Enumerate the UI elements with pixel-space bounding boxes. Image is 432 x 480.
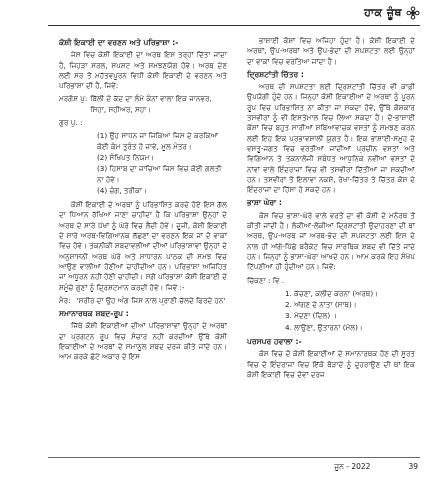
flower-icon <box>406 6 420 20</box>
footer-rule <box>48 457 420 458</box>
section-heading: ਕੋਸ਼ੀ ਇਕਾਈ ਦਾ ਵਰਣਨ ਅਤੇ ਪਰਿਭਾਸ਼ਾ :- <box>59 38 179 47</box>
section-heading: ਦ੍ਰਿਸ਼ਟਾਂਤੀ ਚਿੱਤਰ : <box>247 69 304 79</box>
definition-term: ਗੁਰ ਪੁ. : <box>59 118 83 128</box>
section-heading: ਭਾਸ਼ਾ ਘੇਰਾ : <box>247 198 282 208</box>
definition-example <box>59 118 227 128</box>
left-column <box>59 36 227 366</box>
definition-text: 'ਸਰੀਰ ਦਾ ਉਹ ਅੰਗ ਜਿਸ ਨਾਲ ਪ੍ਰਾਣੀ ਚੱਲਦੇ ਫਿਰਦੇ ਹਨ' <box>76 295 226 305</box>
list-item: 4. ਲਾਉਣਾ, ਉਤਾਰਨਾ (ਮੋਲ)। <box>285 322 363 332</box>
page-header-title: ਹਾਕ ਜ਼ੂੰਥ <box>364 6 402 19</box>
list-item: (4) ਚੰਗ, ਤਰੀਕਾ। <box>97 185 147 195</box>
footer-date: ਜੂਨ - 2022 <box>334 462 371 471</box>
definition-term: ਚਿੱਕਣਾ : ਵਿ . <box>247 275 285 285</box>
definition-text: ਬਿੱਲੀ ਦੇ ਕੱਦ ਦਾ ਲੰਮੇ ਕੰਨਾਂ ਵਾਲਾ ਇਕ ਜਾਨਵਰ, ਸਿਹਾ, ਸਹੀਅਰ, ਸਹਾ। <box>90 94 212 114</box>
list-item: 1. ਕੱਚਣਾ, ਕਲੀਦ ਕਰਨਾ (ਅਰਥ)। <box>285 288 378 298</box>
section-heading: ਸਮਾਨਾਰਥਕ ਸ਼ਬਦ-ਰੂਪ : <box>59 309 129 319</box>
header-rule <box>48 25 420 26</box>
section-heading: ਪਰਸਪਰ ਹਵਾਲਾ :- <box>247 337 302 347</box>
definition-example <box>59 296 227 306</box>
page-number: 39 <box>408 462 418 471</box>
right-column <box>247 36 415 383</box>
list-item: (3) ਹਿਸਾਬ ਦਾ ਜਾਚਿਆ ਜਿਸ ਵਿਚ ਕੋਈ ਗਲਤੀ ਨਾ ਹੋਵੇ। <box>97 164 222 184</box>
list-item: 3. ਮੇਦਣਾ (ਦਿਲ) । <box>285 311 338 321</box>
paragraph: ਕੋਸ਼ ਵਿਚ ਦੋ ਕੋਸ਼ੀ ਇਕਾਈਆਂ ਦੇ ਸਮਾਨਾਰਥਕ ਹੋਣ ਦੀ ਸੂਰਤ ਵਿਚ ਦੋ ਇੰਦਰਾਜਾਂ ਵਿਚ ਇੱਕੋ ਥੋੜਾਦੇ ਨੂੰ ਦੁਹਰਾਉਣ ਦੀ ਥਾਂ ਇਕ ਕੋਸ਼ੀ ਇਕਾਈ ਵਿਚ ਦੋਵਾਂ ਦਰਜ <box>247 349 415 379</box>
paragraph: ਜੇਸ ਵਿਚ ਕੋਸ਼ੀ ਇਕਾਈ ਦਾ ਅਰਥ ਇਸ ਤਰ੍ਹਾਂ ਦਿੱਤਾ ਜਾਂਦਾ ਹੈ, ਜਿਹੜਾ ਸਰਲ, ਸਪਸ਼ਟ ਅਤੇ ਸਮਝਣਯੋਗ ਹੋਵੇ। ਅਰਥ ਦੇਣ ਲਈ ਸਰ ਤੋਂ ਮਹੱਤਵਪੂਰਨ ਵਿਧੀ ਕੋਸ਼ੀ ਇਕਾਈ ਦੇ ਵਰਣਨ ਅਤੇ ਪਰਿਭਾਸ਼ਾ ਦੀ ਹੈ, ਜਿਵੇਂ: <box>59 50 227 91</box>
list-item: (1) ਉਹ ਸਾਧਨ ਜਾਂ ਜਿਕਿਆ ਜਿਸ ਦੇ ਕਰਕਿਆਂ ਕੋਈ ਕੰਮ ਤੁਰੰਤ ਹੋ ਜਾਵੇ, ਮੂਲ ਮੰਤਰ। <box>97 131 219 151</box>
paragraph: ਜਿੱਥੇ ਕੋਸ਼ੀ ਇਕਾਈਆਂ ਦੀਆਂ ਪਰਿਭਾਸ਼ਾਵਾਂ ਉਨ੍ਹਾਂ ਦੇ ਅਰਥਾਂ ਦਾ ਪ੍ਰਗਟਨ ਰੂਪ ਵਿਚ ਸੰਚਾਰ ਨਹੀਂ ਕਰਦੀਆਂ ਉੱਥੇ ਕੋਸ਼ੀ ਇਕਾਈਆਂ ਦੇ ਅਰਥਾਂ ਦੇ ਸਮਾਨੂਲ ਸ਼ਬਦ ਦਰਜ ਕੀਤੇ ਜਾਂਦੇ ਹਨ। ਆਮ ਕਰਕੇ ਛੋਟੇ ਅਕਾਰ ਦੇ ਇਸ <box>59 321 227 362</box>
definition-term: ਮੈਰ: <box>59 295 71 305</box>
list-item: (2) ਸੰਖਿਪਤ ਨਿਯਮ। <box>97 152 155 162</box>
page-footer <box>334 462 418 472</box>
paragraph: ਕੋਸ਼ੀ ਇਕਾਈ ਦੇ ਅਰਥਾਂ ਨੂੰ ਪਰਿਭਾਸ਼ਿਤ ਕਰਦੇ ਹੋਏ ਇਸ ਗੱਲ ਦਾ ਧਿਆਨ ਰੱਖਿਆ ਜਾਣਾ ਚਾਹੀਦਾ ਹੈ ਕਿ ਪਰਿਭਾਸ਼ਾ ਉਨ੍ਹਾਂ ਦੇ ਅਰਥ ਦੇ ਸਾਰੇ ਪੱਖਾਂ ਨੂੰ ਘੇਰੇ ਵਿਚ ਲੈਂਦੀ ਹੋਵੇ। ਦੂਜੀ, ਕੋਸ਼ੀ ਇਕਾਈ ਦੇ ਸਾਰੇ ਅਰਥ-ਵਿਗਿਆਨਕ ਲੱਛਣਾਂ ਦਾ ਵਰਣਨ ਇਕ ਜਾਂ ਦੋ ਵਾਕਾਂ ਵਿਚ ਹੋਵੇ। ਤਕਨੀਕੀ ਸ਼ਬਦਾਵਲੀਆਂ ਦੀਆਂ ਪਰਿਭਾਸ਼ਾਵਾਂ ਉਨ੍ਹਾਂ ਦੇ ਅਨੁਸ਼ਾਸਨੀ ਅਰਥ ਘੇਰੇ ਅਤੇ ਸਾਧਾਰਨ ਪਾਠਕ ਦੀ ਸਮਝ ਵਿਚ ਆਉਣ ਵਾਲੀਆਂ ਹੋਣੀਆਂ ਚਾਹੀਦੀਆਂ ਹਨ। ਪਰਿਭਾਸ਼ਾ ਅਜਿਹਿਤ ਜਾਂ ਅਧੂਰਨ ਨਹੀਂ ਹੋਣੀ ਚਾਹੀਦੀ। ਸਗੋਂ ਪਰਿਭਾਸ਼ਾ ਕੋਸ਼ੀ ਇਕਾਈ ਦੇ ਸਮੂੰਚੇ ਗੁਣਾਂ ਨੂੰ ਦ੍ਰਿਸ਼ਟਮਾਨ ਕਰਦੀ ਹੋਵੇ। ਜਿਵੇਂ :- <box>59 200 227 292</box>
numbered-list <box>285 289 415 333</box>
paragraph: ਅਰਥ ਦੀ ਸਪਸ਼ਟਤਾ ਲਈ ਦ੍ਰਿਸ਼ਟਾਂਤੀ ਚਿੱਤਰ ਵੀ ਕਾਫ਼ੀ ਉਪਯੋਗੀ ਹੁੰਦੇ ਹਨ। ਜਿਨ੍ਹਾਂ ਕੋਸ਼ੀ ਇਕਾਈਆਂ ਦੇ ਅਰਥਾਂ ਨੂੰ ਪੂਰਨ ਰੂਪ ਵਿਚ ਪਰਿਭਾਸ਼ਿਤ ਨਾ ਕੀਤਾ ਜਾ ਸਕਦਾ ਹੋਵੇ, ਉੱਥੇ ਕੋਸ਼ਕਾਰ ਤਸਵੀਰਾਂ ਨੂੰ ਵੀ ਇਸਤੇਮਾਲ ਵਿਚ ਲਿਆ ਸਕਦਾ ਹੈ। ਦੋ-ਭਾਸ਼ਾਈ ਕੋਸ਼ਾਂ ਵਿਚ ਬਹੁਤ ਸਾਰੀਆਂ ਸ਼ਬਿਆਵਾਚਕ ਵਸਤਾਂ ਨੂੰ ਸਮਝਣ ਕਰਨ ਲਈ ਇਹ ਇਕ ਪ੍ਰਭਾਵਸ਼ਾਲੀ ਯੁਗਤ ਹੈ। ਇਕ ਭਾਸ਼ਾਈ-ਸਮੂਹ ਦੇ ਵਸਤੂ-ਜਗਤ ਵਿਚ ਵਰਤੀਆਂ ਜਾਂਦੀਆਂ ਪ੍ਰਚੀਨ ਵਸਤਾਂ ਅਤੇ ਵਿਗਿਆਨ ਤੇ ਤਕਨਾਲੋਜੀ ਸਬੰਧਤ ਆਧੁਨਿਕ ਨਵੀਂਆਂ ਵਸਤਾਂ ਦੇ ਨਾਂਵਾਂ ਵਾਲੇ ਇੰਦਰਾਜਾਂ ਵਿਚ ਵੀ ਤਸਵੀਰਾਂ ਦਿੱਤੀਆਂ ਜਾ ਸਕਦੀਆਂ ਹਨ। ਤਸਵੀਰਾਂ ਤੋਂ ਇਲਾਵਾ ਨਕਸ਼ੇ, ਰੇਖਾ-ਚਿੱਤਰ ਤੇ ਚਿੱਤਰ ਕੋਸ਼ ਦੇ ਇੰਦਰਾਜਾਂ ਦਾ ਹਿੱਸਾ ਹੋ ਸਕਦੇ ਹਨ। <box>247 82 415 195</box>
definition-example <box>59 94 227 115</box>
definition-term: ਮਰਗੋਸ਼ ਪੁ: <box>59 94 88 104</box>
page-header <box>364 6 420 20</box>
definition-example <box>247 276 415 286</box>
paragraph: ਕੋਸ਼ ਵਿਚ ਭਾਸ਼ਾ-ਘੇਰੇ ਵਾਲੇ ਵਰਤੋਂ ਦਾ ਵੀ ਕੋਸ਼ੀ ਦੇ ਮਨੋਰਥ ਤੋਂ ਕੀਤੀ ਜਾਂਦੀ ਹੈ। ਲੋਕੀਆਂ-ਲੋਕੀਆਂ ਦ੍ਰਿਸ਼ਟਾਂਤੀ ਉਦਾਹਰਣਾਂ ਦੀ ਥਾਂ ਅਰਥ, ਉਪ-ਅਰਥ ਜਾਂ ਅਰਥ-ਭੇਦ ਦੀ ਸਪਸ਼ਟਤਾ ਲਈ ਇਸ ਦੇ ਨਾਲ ਹੀ ਅੱਗੇ-ਪਿੱਛੇ ਬਰੈਕੇਟ ਵਿਚ ਸਾਰਥਿਕ ਸ਼ਬਦ ਵੀ ਦਿੱਤੇ ਜਾਂਦੇ ਹਨ। ਜਿਨ੍ਹਾਂ ਨੂੰ ਭਾਸ਼ਾ-ਘੇਰਾ ਆਖਦੇ ਹਨ। ਆਮ ਕਰਕੇ ਇਹ ਸੰਖੇਪ ਟਿੱਪਣੀਆਂ ਹੀ ਹੁੰਦੀਆਂ ਹਨ। ਜਿਵੇਂ: <box>247 210 415 272</box>
paragraph: ਭਾਸ਼ਾਈ ਕੋਸ਼ਾਂ ਵਿਚ ਅਜਿਹਾ ਹੁੰਦਾ ਹੈ। ਕੋਸ਼ੀ ਇਕਾਈ ਦੇ ਅਰਥਾਂ, ਉਪ-ਅਰਥਾਂ ਅਤੇ ਉਪ-ਭੇਦਾਂ ਦੀ ਸਪਸ਼ਟਤਾ ਲਈ ਉਨ੍ਹਾਂ ਦਾ ਵਾਕਾਂ ਵਿਚ ਵਰਤਿਆ ਜਾਂਦਾ ਹੈ। <box>247 36 415 66</box>
numbered-list <box>97 131 227 196</box>
list-item: 2. ਅੱਗਣ ਦੇ ਨਾਤਾ (ਸਾਥ)। <box>285 300 357 310</box>
